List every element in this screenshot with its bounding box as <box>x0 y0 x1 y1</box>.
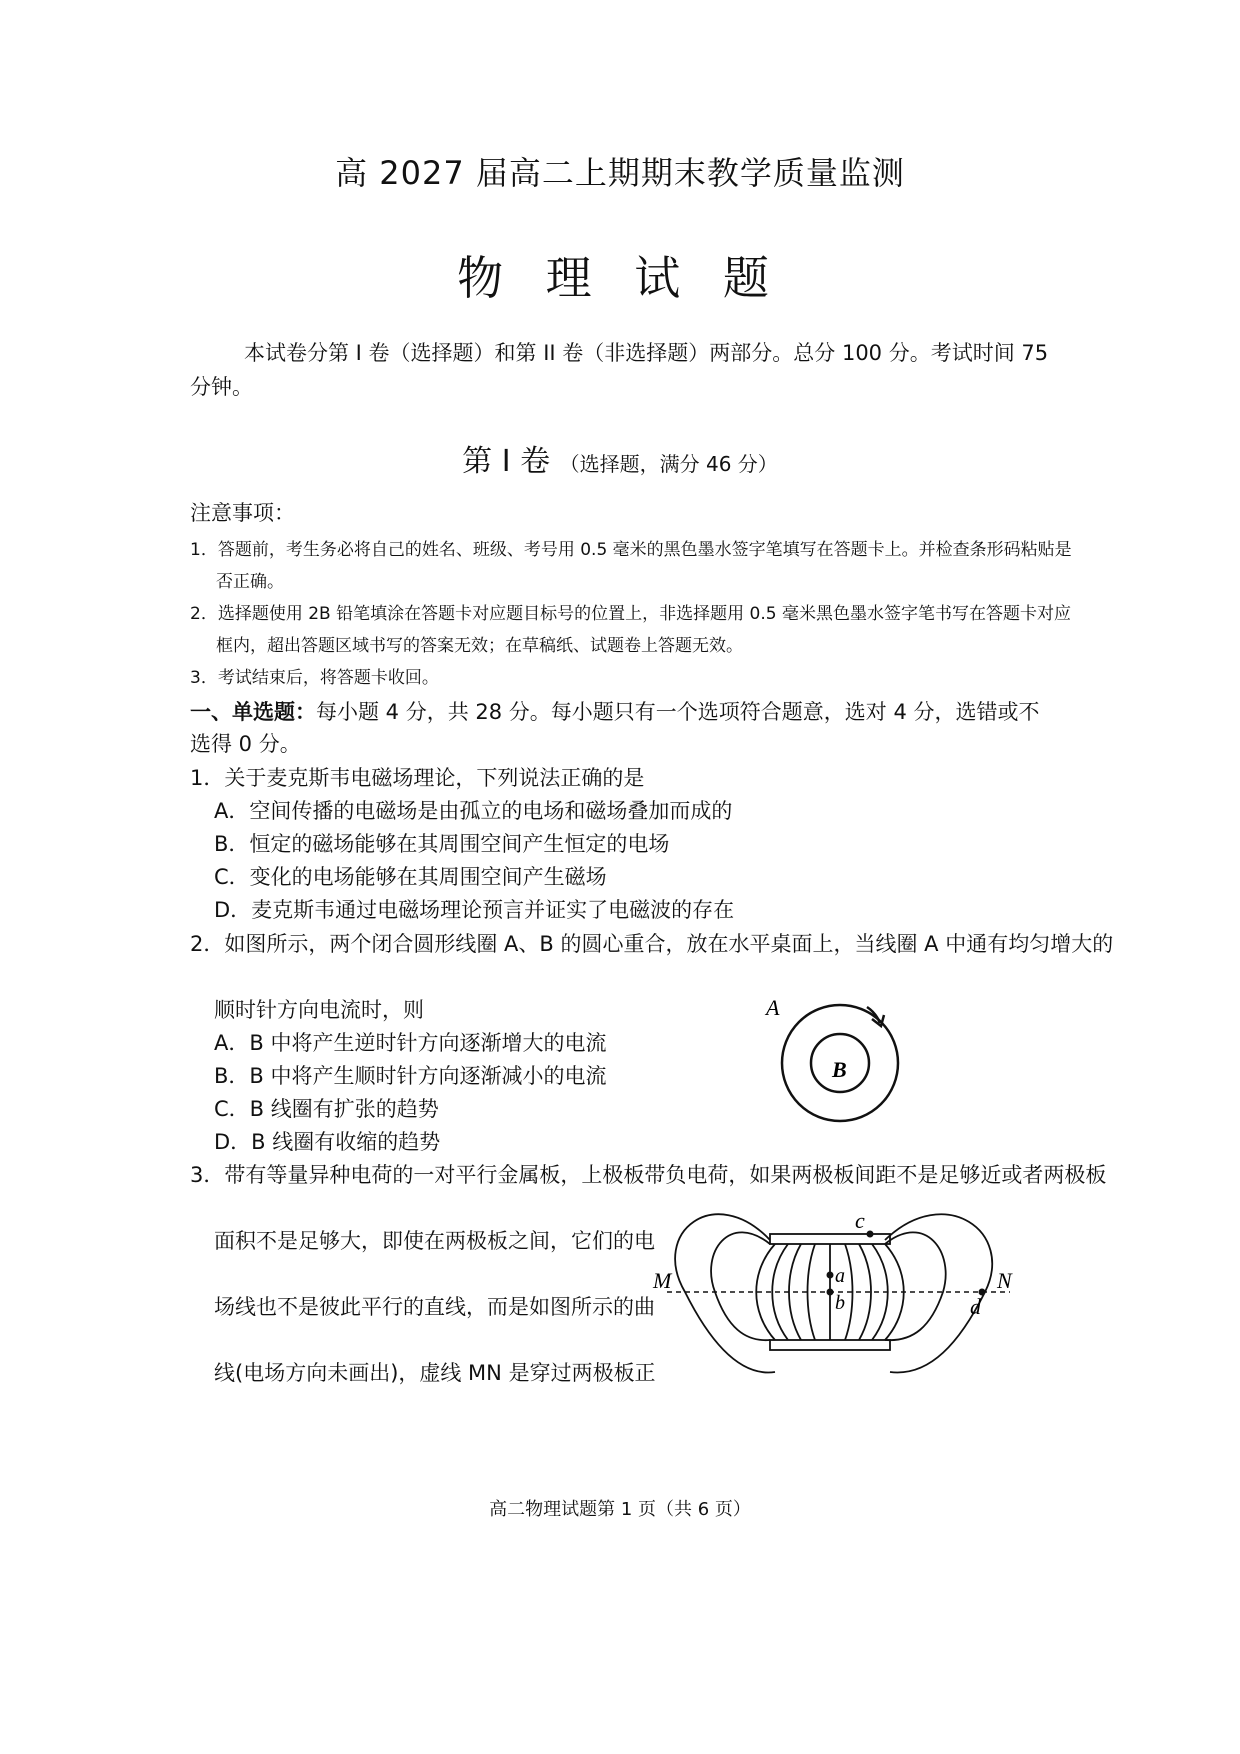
exam-title: 高 2027 届高二上期期末教学质量监测 <box>335 154 905 192</box>
label-d: d <box>970 1294 981 1319</box>
label-b: B <box>832 1057 847 1082</box>
note-item: 1．答题前，考生务必将自己的姓名、班级、考号用 0.5 毫米的黑色墨水签字笔填写在答题卡上。并检查条形码粘贴是否正确。 <box>190 540 1072 592</box>
q3-stem: 3．带有等量异种电荷的一对平行金属板，上极板带负电荷，如果两极板间距不是足够近或者两极板 <box>190 1163 1107 1187</box>
section-subtitle: （选择题，满分 46 分） <box>559 452 778 476</box>
section-title: 第 I 卷 <box>462 444 551 479</box>
note-item: 2．选择题使用 2B 铅笔填涂在答题卡对应题目标号的位置上，非选择题用 0.5 毫米黑色墨水签字笔书写在答题卡对应框内，超出答题区域书写的答案无效；在草稿纸、试题卷上答题无效。 <box>190 604 1071 656</box>
q1-stem: 1．关于麦克斯韦电磁场理论，下列说法正确的是 <box>190 766 645 790</box>
label-m: M <box>653 1268 672 1293</box>
section-heading <box>0 436 1240 480</box>
lower-plate <box>770 1340 890 1350</box>
q2-option-c: C．B 线圈有扩张的趋势 <box>214 1097 439 1121</box>
intro-paragraph: 本试卷分第 I 卷（选择题）和第 II 卷（非选择题）两部分。总分 100 分。考试时间 75 分钟。 <box>190 341 1049 399</box>
note-item: 3．考试结束后，将答题卡收回。 <box>190 668 439 688</box>
label-b: b <box>835 1292 845 1314</box>
mcq-label: 一、单选题： <box>190 700 316 724</box>
mcq-instruction: 每小题 4 分，共 28 分。每小题只有一个选项符合题意，选对 4 分，选错或不选得 0 分。 <box>190 700 1040 756</box>
q2-option-b: B．B 中将产生顺时针方向逐渐减小的电流 <box>214 1064 607 1088</box>
field-loop-left-inner <box>711 1232 770 1340</box>
q2-option-d: D．B 线圈有收缩的趋势 <box>214 1130 441 1154</box>
q2-stem: 2．如图所示，两个闭合圆形线圈 A、B 的圆心重合，放在水平桌面上，当线圈 A 中通有均匀增大的 <box>190 932 1114 956</box>
point-b <box>827 1289 834 1296</box>
q3-stem-cont: 场线也不是彼此平行的直线，而是如图所示的曲 <box>214 1295 655 1319</box>
point-a <box>827 1272 834 1279</box>
label-a: a <box>835 1265 845 1287</box>
label-n: N <box>997 1268 1012 1293</box>
page-footer: 高二物理试题第 1 页（共 6 页） <box>489 1499 751 1520</box>
point-c <box>867 1231 874 1238</box>
notes-title: 注意事项： <box>190 501 295 525</box>
q3-field-line-figure <box>655 1192 1025 1392</box>
label-c: c <box>855 1208 865 1233</box>
q3-stem-cont: 线(电场方向未画出)，虚线 MN 是穿过两极板正 <box>214 1361 656 1385</box>
label-a: A <box>766 995 780 1020</box>
q1-option-a: A．空间传播的电磁场是由孤立的电场和磁场叠加而成的 <box>214 799 733 823</box>
q3-stem-cont: 面积不是足够大，即使在两极板之间，它们的电 <box>214 1229 655 1253</box>
mcq-header <box>190 696 1060 760</box>
q1-option-c: C．变化的电场能够在其周围空间产生磁场 <box>214 865 607 889</box>
subject-title: 物 理 试 题 <box>457 251 783 305</box>
q1-option-b: B．恒定的磁场能够在其周围空间产生恒定的电场 <box>214 832 670 856</box>
q2-coil-figure <box>760 995 920 1135</box>
q1-option-d: D．麦克斯韦通过电磁场理论预言并证实了电磁波的存在 <box>214 898 735 922</box>
field-loop-right-inner <box>885 1232 946 1340</box>
q2-stem-cont: 顺时针方向电流时，则 <box>214 998 424 1022</box>
q2-option-a: A．B 中将产生逆时针方向逐渐增大的电流 <box>214 1031 607 1055</box>
